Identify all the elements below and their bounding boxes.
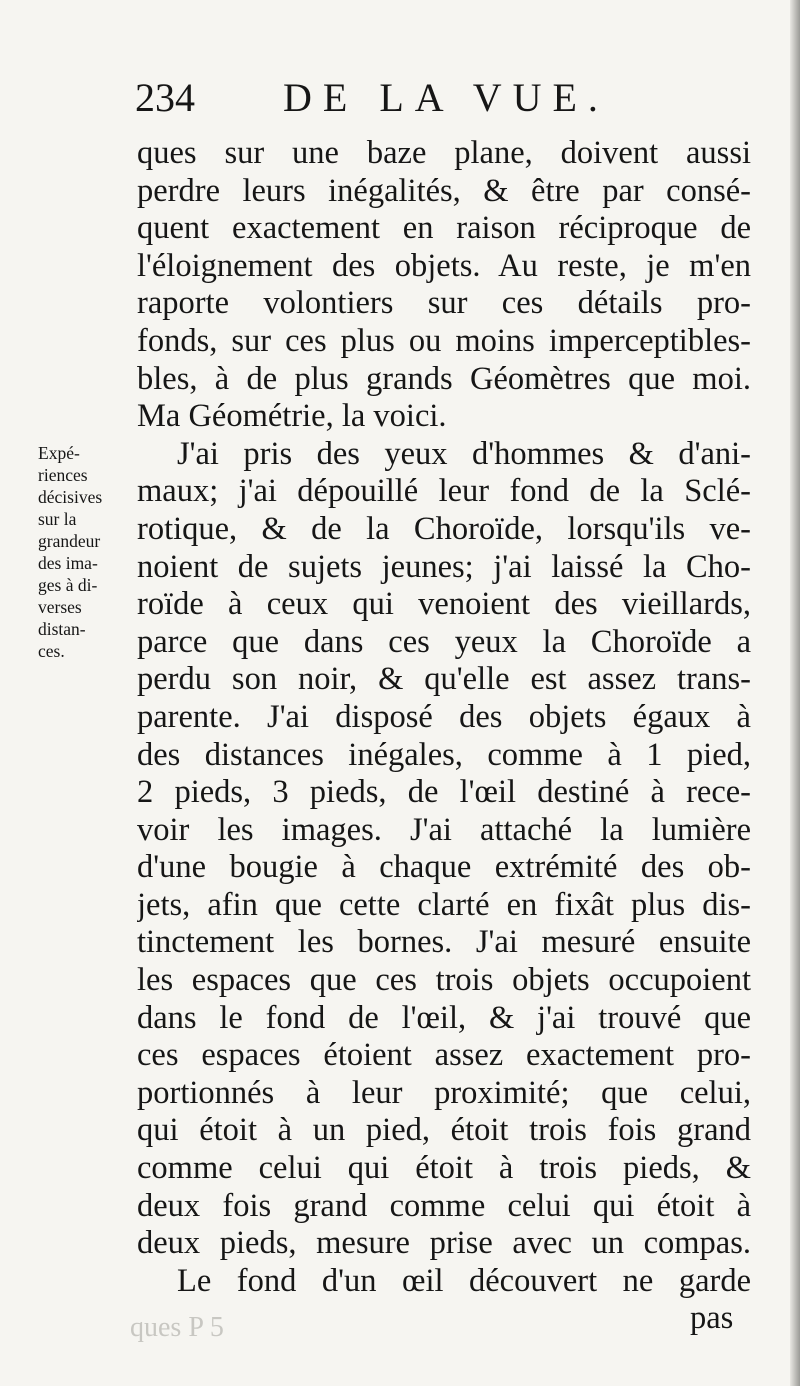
text-line: raporte volontiers sur ces détails pro- <box>137 285 751 322</box>
text-line: l'éloignement des objets. Au reste, je m'en <box>137 247 751 284</box>
margin-note <box>38 442 138 662</box>
catchword: pas <box>690 1300 734 1336</box>
text-line: portionnés à leur proximité; que celui, <box>137 1074 751 1111</box>
margin-note-line: distan- <box>38 619 86 639</box>
show-through-text: ques P 5 <box>130 1312 224 1343</box>
margin-note-line: ges à di- <box>38 575 98 595</box>
text-line: 2 pieds, 3 pieds, de l'œil destiné à rece- <box>137 774 751 811</box>
margin-note-line: verses <box>38 597 82 617</box>
text-line: d'une bougie à chaque extrémité des ob- <box>137 849 751 886</box>
text-line: qui étoit à un pied, étoit trois fois grand <box>137 1112 751 1149</box>
text-line: rotique, & de la Choroïde, lorsqu'ils ve- <box>137 510 751 547</box>
text-line: bles, à de plus grands Géomètres que moi. <box>137 360 751 397</box>
text-line: Ma Géométrie, la voici. <box>137 398 447 435</box>
text-line: tinctement les bornes. J'ai mesuré ensuite <box>137 924 751 961</box>
text-line: Le fond d'un œil découvert ne garde <box>177 1262 751 1299</box>
margin-note-line: sur la <box>38 509 77 529</box>
text-line: des distances inégales, comme à 1 pied, <box>137 736 751 773</box>
text-line: fonds, sur ces plus ou moins imperceptibles- <box>137 322 751 359</box>
text-line: quent exactement en raison réciproque de <box>137 210 751 247</box>
margin-note-line: décisives <box>38 487 103 507</box>
text-line: parente. J'ai disposé des objets égaux à <box>137 698 751 735</box>
text-line: perdre leurs inégalités, & être par consé- <box>137 172 751 209</box>
margin-note-line: ces. <box>38 641 65 661</box>
margin-note-line: riences <box>38 465 88 485</box>
text-line: maux; j'ai dépouillé leur fond de la Sclé- <box>137 473 751 510</box>
text-line: deux fois grand comme celui qui étoit à <box>137 1187 751 1224</box>
text-line: noient de sujets jeunes; j'ai laissé la Cho- <box>137 548 751 585</box>
text-line: ques sur une baze plane, doivent aussi <box>137 135 751 171</box>
text-line: voir les images. J'ai attaché la lumière <box>137 811 751 848</box>
running-head <box>135 70 635 126</box>
text-line: roïde à ceux qui venoient des vieillards, <box>137 586 751 623</box>
text-line: deux pieds, mesure prise avec un compas. <box>137 1225 751 1262</box>
margin-note-line: grandeur <box>38 531 101 551</box>
text-line: les espaces que ces trois objets occupoient <box>137 962 751 999</box>
margin-note-line: des ima- <box>38 553 98 573</box>
text-line: perdu son noir, & qu'elle est assez trans- <box>137 661 751 698</box>
text-line: dans le fond de l'œil, & j'ai trouvé que <box>137 999 751 1036</box>
text-line: comme celui qui étoit à trois pieds, & <box>137 1150 751 1187</box>
text-line: jets, afin que cette clarté en fixât plus dis- <box>137 886 751 923</box>
text-line: ces espaces étoient assez exactement pro- <box>137 1037 751 1074</box>
text-line: J'ai pris des yeux d'hommes & d'ani- <box>177 435 751 472</box>
body-text <box>137 135 751 1300</box>
margin-note-line: Expé- <box>38 443 80 463</box>
running-title: DE LA VUE. <box>283 75 609 120</box>
page-number: 234 <box>135 75 195 120</box>
text-line: parce que dans ces yeux la Choroïde a <box>137 623 751 660</box>
page-edge-shadow <box>790 0 800 1386</box>
